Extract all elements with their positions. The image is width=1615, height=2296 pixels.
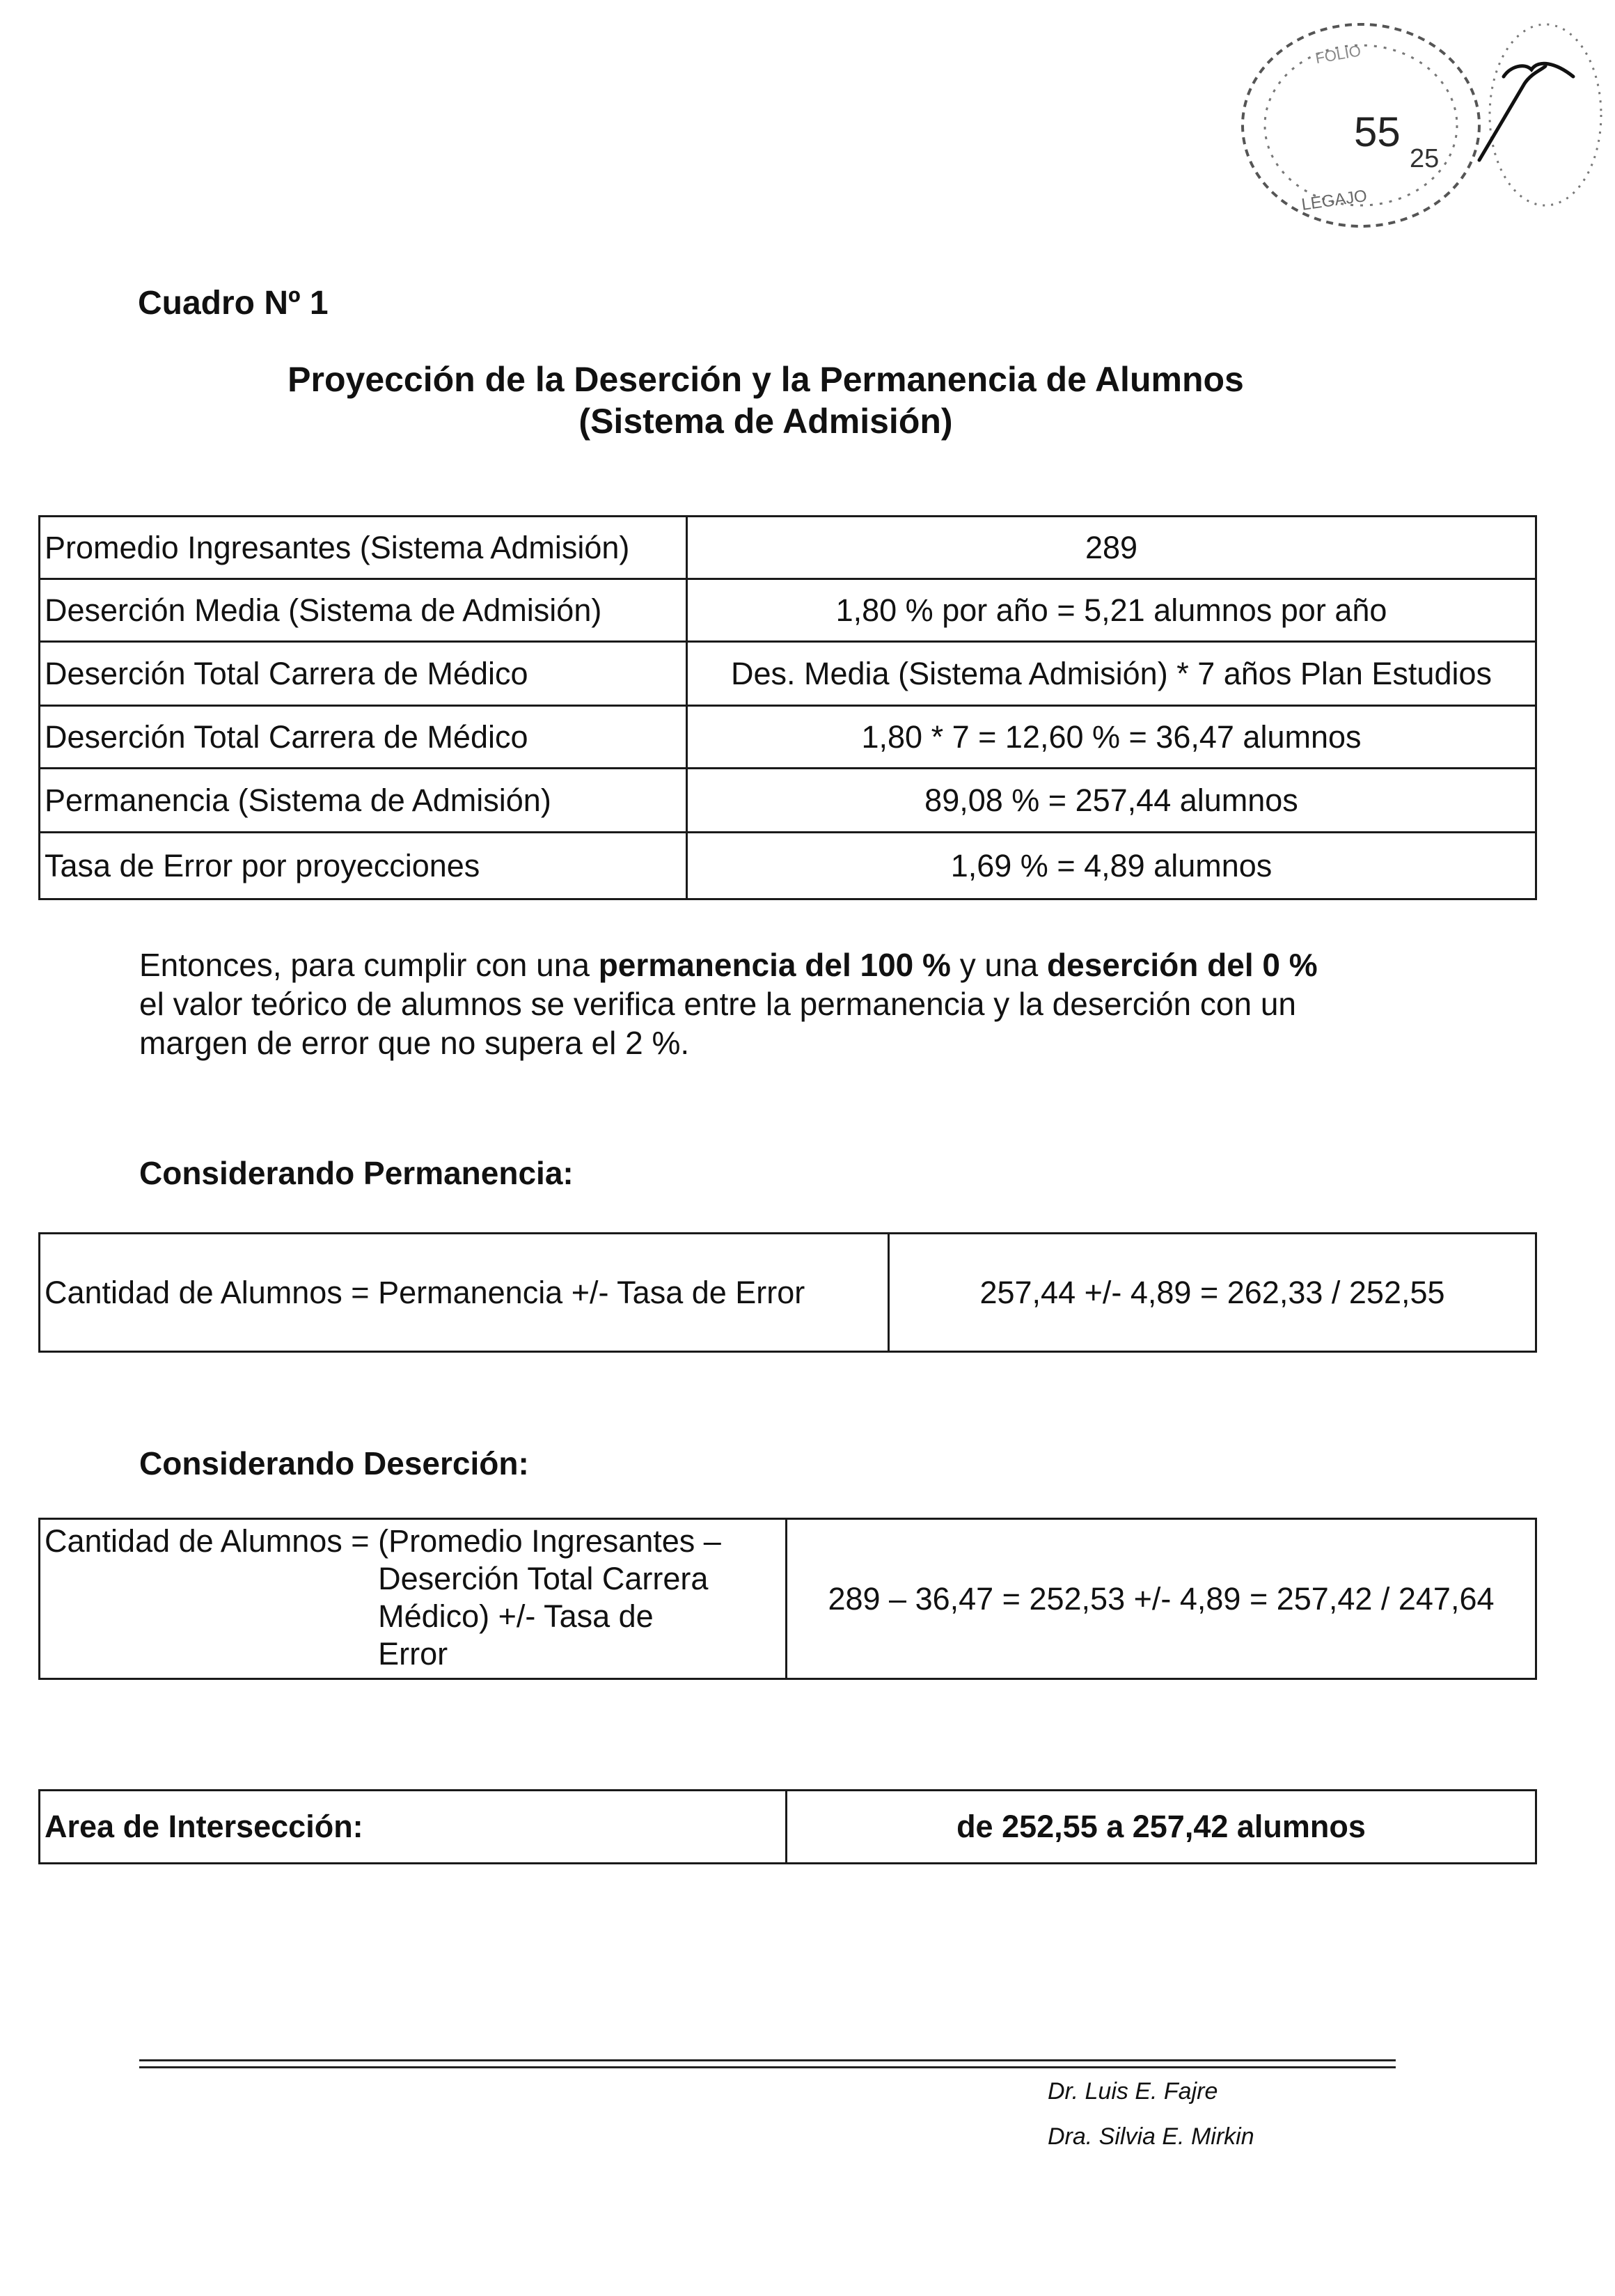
permanence-result: 257,44 +/- 4,89 = 262,33 / 252,55	[889, 1234, 1536, 1352]
table-row	[40, 1791, 1536, 1864]
paragraph-line-1: Entonces, para cumplir con una permanencia del 100 % y una deserción del 0 %	[139, 947, 1318, 983]
paragraph-line-2: el valor teórico de alumnos se verifica entre la permanencia y la deserción con un	[139, 986, 1296, 1022]
folio-stamp	[1197, 0, 1615, 251]
intersection-label: Area de Intersección:	[40, 1791, 787, 1864]
row-label: Deserción Total Carrera de Médico	[40, 706, 687, 769]
row-value: 1,80 * 7 = 12,60 % = 36,47 alumnos	[687, 706, 1536, 769]
desertion-heading: Considerando Deserción:	[139, 1445, 529, 1481]
row-label: Permanencia (Sistema de Admisión)	[40, 769, 687, 833]
intersection-value: de 252,55 a 257,42 alumnos	[787, 1791, 1536, 1864]
row-value: 1,80 % por año = 5,21 alumnos por año	[687, 579, 1536, 642]
stamp-arc-top: FOLIO	[1314, 42, 1362, 68]
explanation-paragraph	[139, 945, 1427, 1062]
row-value: 89,08 % = 257,44 alumnos	[687, 769, 1536, 833]
permanence-formula: Cantidad de Alumnos = Permanencia +/- Tasa de Error	[40, 1234, 889, 1352]
row-label: Deserción Media (Sistema de Admisión)	[40, 579, 687, 642]
signature-rule	[139, 2059, 1396, 2061]
table-row	[40, 642, 1536, 706]
row-label: Deserción Total Carrera de Médico	[40, 642, 687, 706]
row-value: 289	[687, 517, 1536, 579]
stamp-arc-bottom: LEGAJO	[1300, 186, 1369, 214]
projection-table	[38, 515, 1537, 900]
signature-name-1: Dr. Luis E. Fajre	[1048, 2078, 1218, 2105]
paragraph-line-3: margen de error que no supera el 2 %.	[139, 1025, 690, 1061]
row-label: Tasa de Error por proyecciones	[40, 833, 687, 899]
permanence-table	[38, 1232, 1537, 1353]
row-value: 1,69 % = 4,89 alumnos	[687, 833, 1536, 899]
desertion-table	[38, 1518, 1537, 1680]
desertion-formula	[40, 1519, 787, 1679]
table-row	[40, 706, 1536, 769]
table-row	[40, 579, 1536, 642]
permanence-heading: Considerando Permanencia:	[139, 1155, 574, 1191]
intersection-table	[38, 1789, 1537, 1864]
table-row	[40, 1234, 1536, 1352]
table-row	[40, 1519, 1536, 1679]
desertion-formula-body: (Promedio Ingresantes – Deserción Total Carrera Médico) +/- Tasa de Error	[378, 1523, 721, 1672]
table-row	[40, 769, 1536, 833]
bold-desertion: deserción del 0 %	[1047, 947, 1318, 983]
signature-name-2: Dra. Silvia E. Mirkin	[1048, 2123, 1254, 2150]
title-line-2: (Sistema de Admisión)	[578, 402, 953, 441]
row-label: Promedio Ingresantes (Sistema Admisión)	[40, 517, 687, 579]
title-line-1: Proyección de la Deserción y la Permanencia de Alumnos	[287, 360, 1244, 399]
desertion-result: 289 – 36,47 = 252,53 +/- 4,89 = 257,42 / 247,64	[787, 1519, 1536, 1679]
stamp-sub-number: 25	[1410, 144, 1440, 173]
table-row	[40, 517, 1536, 579]
table-row	[40, 833, 1536, 899]
signature-rule-second	[139, 2066, 1396, 2068]
document-title	[139, 359, 1392, 442]
bold-permanence: permanencia del 100 %	[598, 947, 951, 983]
stamp-page-number: 55	[1354, 109, 1401, 155]
table-number-heading: Cuadro Nº 1	[138, 285, 329, 322]
desertion-formula-prefix: Cantidad de Alumnos =	[45, 1523, 379, 1559]
row-value: Des. Media (Sistema Admisión) * 7 años Plan Estudios	[687, 642, 1536, 706]
